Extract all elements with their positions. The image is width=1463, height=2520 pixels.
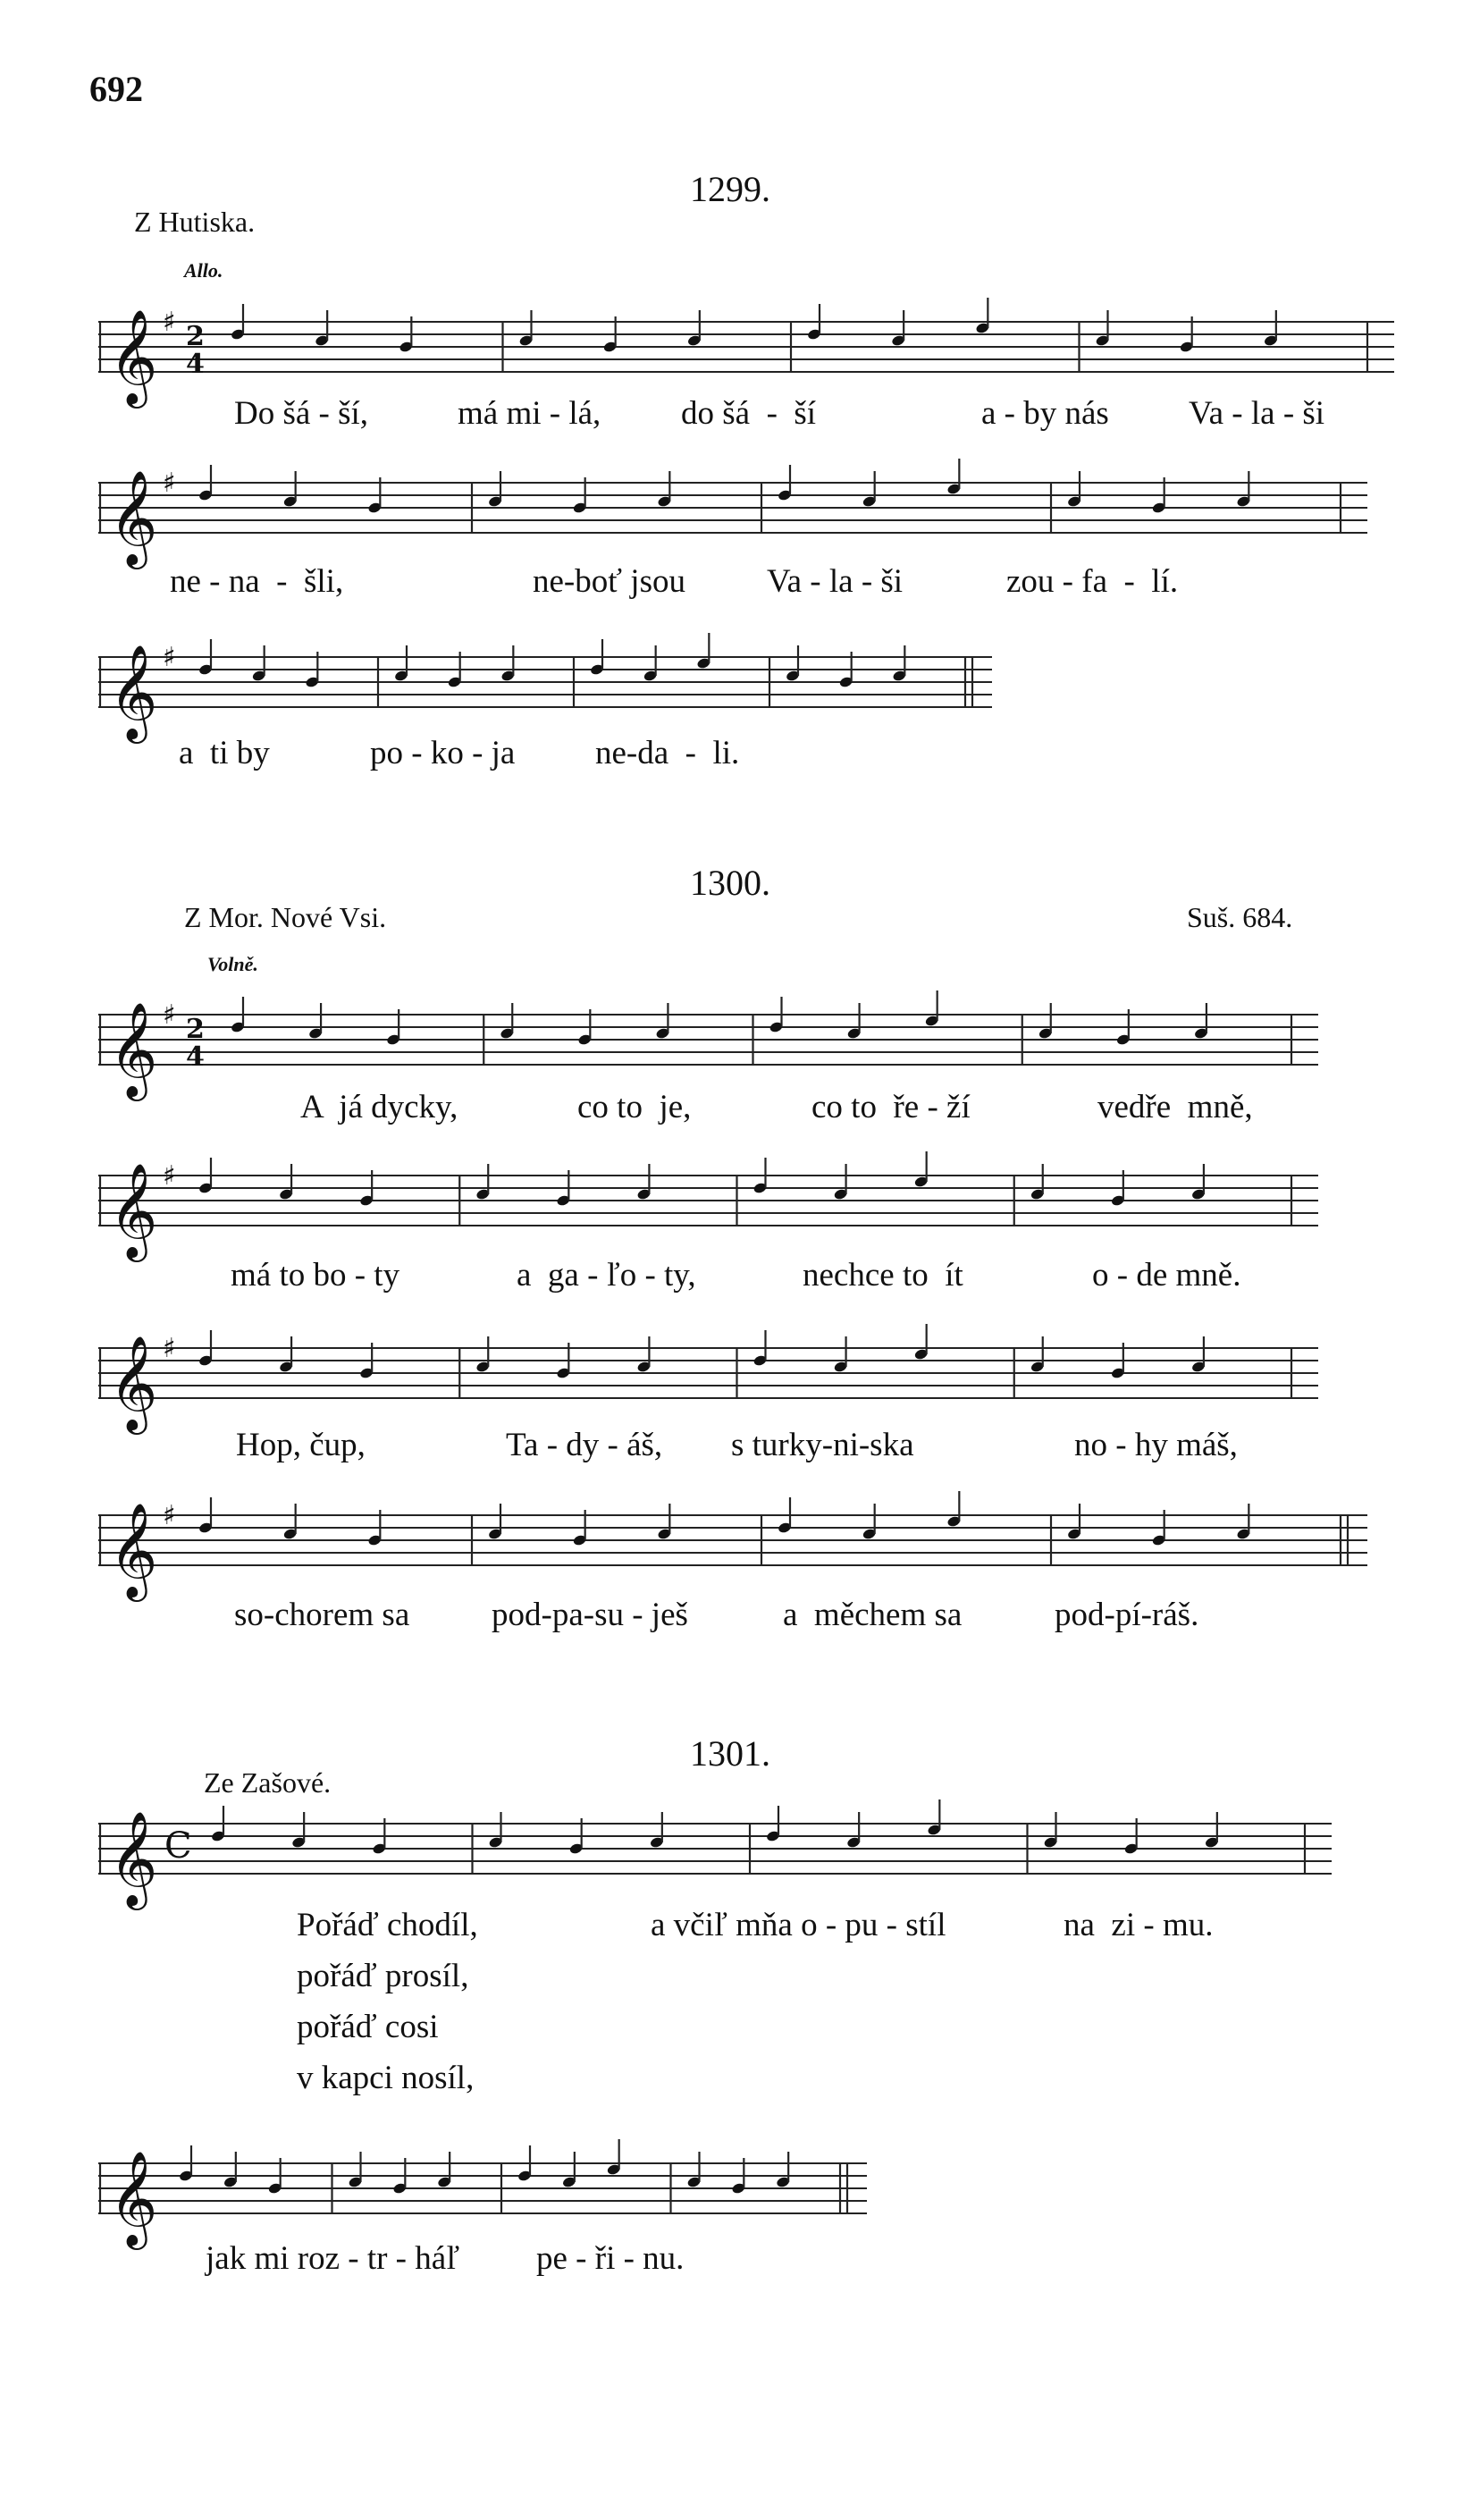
lyric-segment: Do šá - ší, <box>234 395 369 432</box>
time-signature-denominator: 4 <box>186 1041 205 1073</box>
lyric-segment: so-chorem sa <box>234 1597 410 1633</box>
treble-clef-icon: 𝄞 <box>109 644 158 739</box>
song-number: 1299. <box>690 169 770 209</box>
lyric-segment: no - hy máš, <box>1074 1427 1238 1463</box>
lyric-segment: a měchem sa <box>783 1597 963 1633</box>
time-signature-numerator: 2 <box>186 321 205 352</box>
lyric-segment: s turky-ni-ska <box>731 1427 914 1463</box>
sharp-icon: ♯ <box>163 1500 176 1531</box>
treble-clef-icon: 𝄞 <box>109 308 158 404</box>
lyric-segment: jak mi roz - tr - háľ <box>206 2240 460 2277</box>
lyric-segment: Va - la - ši <box>1189 395 1325 432</box>
verse-line: pořáď prosíl, <box>297 1958 469 1994</box>
music-staff <box>89 2137 876 2246</box>
song-number: 1300. <box>690 863 770 903</box>
treble-clef-icon: 𝄞 <box>109 1162 158 1258</box>
time-signature-denominator: 4 <box>186 349 205 380</box>
treble-clef-icon: 𝄞 <box>109 1810 158 1906</box>
common-time-icon: C <box>164 1825 192 1867</box>
lyric-segment: a ti by <box>179 735 270 771</box>
song-reference: Suš. 684. <box>1187 901 1293 933</box>
treble-clef-icon: 𝄞 <box>109 469 158 565</box>
song-number: 1301. <box>690 1733 770 1774</box>
lyric-segment: a včiľ mňa o - pu - stíl <box>651 1907 946 1943</box>
lyric-segment: a - by nás <box>981 395 1109 432</box>
song-origin: Z Mor. Nové Vsi. <box>184 901 387 933</box>
lyric-segment: Pořáď chodíl, <box>297 1907 478 1943</box>
sharp-icon: ♯ <box>163 307 176 338</box>
lyric-segment: co to ře - ží <box>811 1089 971 1125</box>
tempo-marking: Allo. <box>184 259 223 282</box>
lyric-segment: pe - ři - nu. <box>536 2240 685 2277</box>
lyric-segment: Ta - dy - áš, <box>506 1427 663 1463</box>
music-staff <box>89 1797 1341 1906</box>
music-staff <box>89 988 1327 1097</box>
sharp-icon: ♯ <box>163 468 176 499</box>
lyric-segment: vedře mně, <box>1097 1089 1253 1125</box>
treble-clef-icon: 𝄞 <box>109 2150 158 2246</box>
sharp-icon: ♯ <box>163 999 176 1031</box>
music-staff <box>89 456 1376 565</box>
sharp-icon: ♯ <box>163 1333 176 1364</box>
sharp-icon: ♯ <box>163 642 176 673</box>
verse-line: pořáď cosi <box>297 2009 439 2045</box>
lyric-segment: na zi - mu. <box>1064 1907 1214 1943</box>
lyric-segment: Hop, čup, <box>236 1427 366 1463</box>
song-origin: Ze Zašové. <box>204 1766 332 1799</box>
treble-clef-icon: 𝄞 <box>109 1502 158 1597</box>
treble-clef-icon: 𝄞 <box>109 1001 158 1097</box>
lyric-segment: ne - na - šli, <box>170 563 344 600</box>
music-staff <box>89 1488 1376 1597</box>
music-staff <box>89 1149 1327 1258</box>
lyric-segment: pod-pí-ráš. <box>1055 1597 1199 1633</box>
lyric-segment: a ga - ľo - ty, <box>517 1257 696 1294</box>
lyric-segment: má to bo - ty <box>231 1257 400 1294</box>
lyric-segment: ne-da - li. <box>595 735 740 771</box>
lyric-segment: pod-pa-su - ješ <box>492 1597 688 1633</box>
lyric-segment: co to je, <box>577 1089 692 1125</box>
lyric-segment: Va - la - ši <box>767 563 904 600</box>
song-origin: Z Hutiska. <box>134 206 256 238</box>
lyric-segment: A já dycky, <box>300 1089 458 1125</box>
lyric-segment: ne-boť jsou <box>533 563 685 600</box>
lyric-segment: má mi - lá, <box>458 395 601 432</box>
music-staff <box>89 630 1001 739</box>
verse-line: v kapci nosíl, <box>297 2060 475 2096</box>
tempo-marking: Volně. <box>207 953 258 975</box>
lyric-segment: po - ko - ja <box>370 735 516 771</box>
time-signature-numerator: 2 <box>186 1014 205 1045</box>
treble-clef-icon: 𝄞 <box>109 1335 158 1430</box>
music-staff <box>89 1321 1327 1430</box>
lyric-segment: do šá - ší <box>681 395 817 432</box>
lyric-segment: o - de mně. <box>1092 1257 1241 1294</box>
music-staff <box>89 295 1403 404</box>
page-number: 692 <box>89 69 143 109</box>
lyric-segment: nechce to ít <box>803 1257 963 1294</box>
sharp-icon: ♯ <box>163 1160 176 1192</box>
lyric-segment: zou - fa - lí. <box>1006 563 1179 600</box>
